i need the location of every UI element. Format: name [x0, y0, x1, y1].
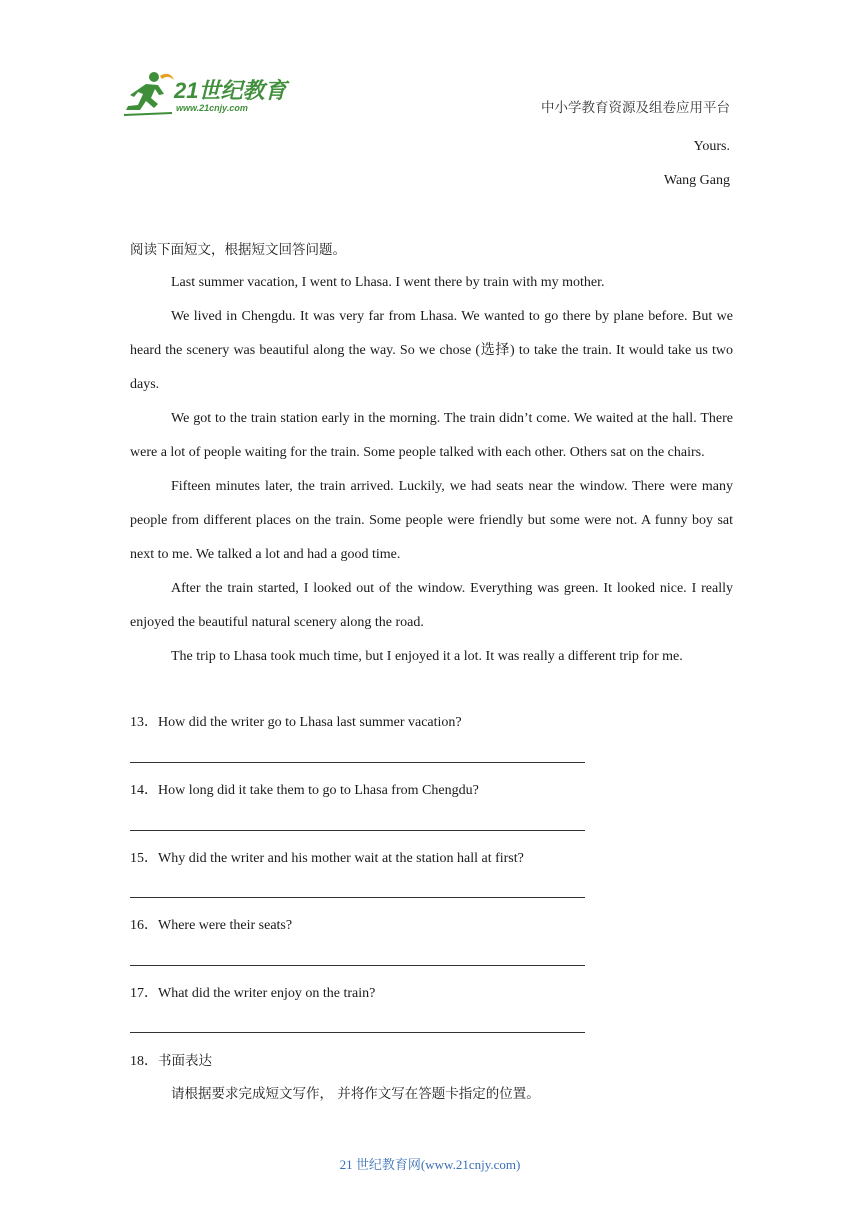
question-number: 13． [130, 715, 158, 730]
page-header [0, 0, 860, 130]
question-text: How did the writer go to Lhasa last summer vacation? [158, 715, 462, 730]
answer-line-15[interactable] [130, 897, 585, 898]
writing-instruction: 请根据要求完成短文写作， 并将作文写在答题卡指定的位置。 [171, 1086, 540, 1102]
passage-paragraph: We got to the train station early in the morning. The train didn’t come. We waited at the hall. There were a lot of people waiting for the train. Some people talked with each other. Others sat on the chairs. [130, 411, 733, 460]
answer-line-16[interactable] [130, 965, 585, 966]
passage-paragraph: Fifteen minutes later, the train arrived. Luckily, we had seats near the window. There were many people from different places on the train. Some people were friendly but some were not. A funny boy sat next to me. We talked a lot and had a good time. [130, 479, 733, 562]
letter-signature: Wang Gang [663, 173, 730, 188]
logo [124, 70, 294, 116]
question-text: What did the writer enjoy on the train? [158, 986, 376, 1001]
question-15 [130, 849, 733, 869]
passage-paragraph: After the train started, I looked out of the window. Everything was green. It looked nice. I really enjoyed the beautiful natural scenery along the road. [130, 581, 733, 630]
answer-line-14[interactable] [130, 830, 585, 831]
passage-paragraph: We lived in Chengdu. It was very far from Lhasa. We wanted to go there by plane before. But we heard the scenery was beautiful along the way. So we chose (选择) to take the train. It would take us two days. [130, 309, 733, 392]
question-17 [130, 984, 733, 1004]
passage-paragraph: Last summer vacation, I went to Lhasa. I went there by train with my mother. [171, 275, 605, 290]
question-number: 16． [130, 918, 158, 933]
letter-closing: Yours. [693, 139, 730, 154]
question-18 [130, 1051, 733, 1072]
question-text: How long did it take them to go to Lhasa from Chengdu? [158, 783, 479, 798]
passage-paragraph: The trip to Lhasa took much time, but I enjoyed it a lot. It was really a different trip for me. [171, 649, 683, 664]
question-text: Why did the writer and his mother wait at the station hall at first? [158, 851, 524, 866]
answer-line-17[interactable] [130, 1032, 585, 1033]
platform-title: 中小学教育资源及组卷应用平台 [541, 100, 730, 116]
question-13 [130, 713, 733, 733]
reading-passage [130, 266, 733, 674]
logo-text: 21世纪教育 [174, 78, 287, 103]
answer-line-13[interactable] [130, 762, 585, 763]
running-figure-icon [124, 70, 174, 116]
question-number: 14． [130, 783, 158, 798]
reading-instruction: 阅读下面短文，根据短文回答问题。 [130, 242, 346, 258]
logo-url: www.21cnjy.com [176, 103, 248, 113]
question-number: 15． [130, 851, 158, 866]
question-number: 18． [130, 1054, 158, 1069]
question-text: Where were their seats? [158, 918, 293, 933]
question-14 [130, 781, 733, 801]
question-number: 17． [130, 986, 158, 1001]
question-16 [130, 916, 733, 936]
writing-title: 书面表达 [158, 1053, 212, 1069]
page-footer: 21 世纪教育网(www.21cnjy.com) [339, 1157, 521, 1172]
